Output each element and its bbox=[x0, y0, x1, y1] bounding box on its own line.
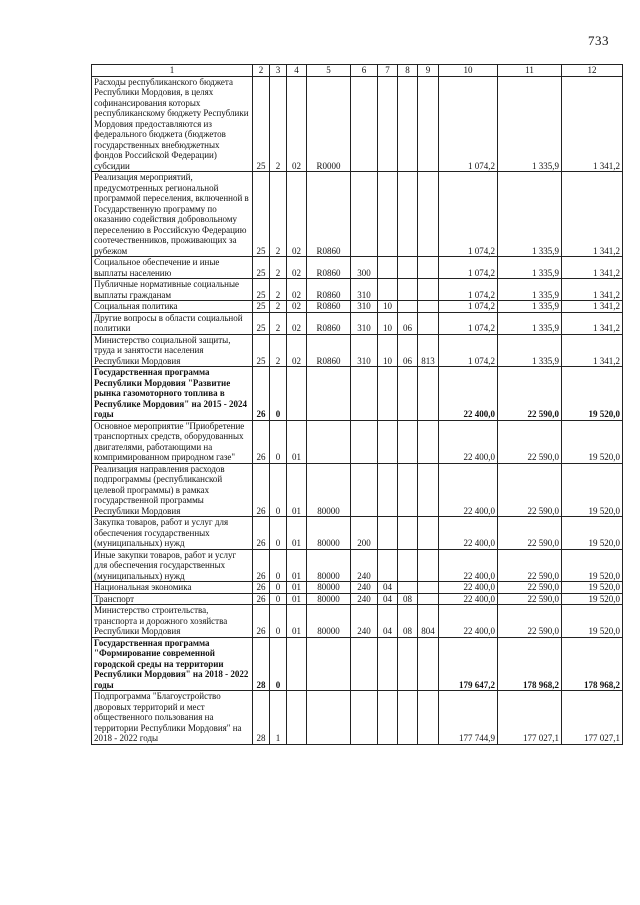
row-name-cell: Подпрограмма "Благоустройство дворовых территорий и мест общественного пользования на территории Республики Мордовия" на 2018 - 2022 годы bbox=[92, 691, 253, 745]
header-cell: 10 bbox=[439, 65, 498, 77]
code-cell: 02 bbox=[287, 334, 307, 367]
table-row bbox=[92, 420, 623, 463]
code-cell: 2 bbox=[270, 257, 287, 279]
code-cell bbox=[378, 172, 398, 257]
code-cell: 240 bbox=[351, 605, 378, 638]
code-cell bbox=[307, 637, 351, 691]
code-cell: 80000 bbox=[307, 582, 351, 594]
table-row bbox=[92, 312, 623, 334]
code-cell bbox=[287, 691, 307, 745]
table-row bbox=[92, 582, 623, 594]
code-cell bbox=[398, 637, 418, 691]
code-cell bbox=[287, 637, 307, 691]
code-cell bbox=[418, 463, 439, 517]
row-name-cell: Реализация мероприятий, предусмотренных региональной программой переселения, включенной в Государственную программу по оказанию содействия добровольному переселению в Российскую Федерацию соотечественников, проживающих за рубежом bbox=[92, 172, 253, 257]
code-cell bbox=[418, 691, 439, 745]
code-cell: 240 bbox=[351, 593, 378, 605]
code-cell bbox=[418, 312, 439, 334]
amount-cell: 22 590,0 bbox=[498, 420, 562, 463]
code-cell: 28 bbox=[253, 637, 270, 691]
code-cell bbox=[398, 517, 418, 550]
code-cell: R0860 bbox=[307, 301, 351, 313]
amount-cell: 1 074,2 bbox=[439, 301, 498, 313]
header-cell: 7 bbox=[378, 65, 398, 77]
code-cell: 310 bbox=[351, 279, 378, 301]
code-cell bbox=[307, 367, 351, 421]
code-cell: 26 bbox=[253, 549, 270, 582]
code-cell bbox=[351, 76, 378, 172]
code-cell: 0 bbox=[270, 463, 287, 517]
code-cell bbox=[351, 463, 378, 517]
code-cell bbox=[398, 367, 418, 421]
table-row bbox=[92, 76, 623, 172]
amount-cell: 1 341,2 bbox=[562, 301, 623, 313]
amount-cell: 19 520,0 bbox=[562, 593, 623, 605]
code-cell bbox=[351, 172, 378, 257]
code-cell: 28 bbox=[253, 691, 270, 745]
code-cell: 02 bbox=[287, 301, 307, 313]
header-cell: 2 bbox=[253, 65, 270, 77]
code-cell: 25 bbox=[253, 76, 270, 172]
amount-cell: 22 400,0 bbox=[439, 517, 498, 550]
row-name-cell: Закупка товаров, работ и услуг для обеспечения государственных (муниципальных) нужд bbox=[92, 517, 253, 550]
amount-cell: 19 520,0 bbox=[562, 582, 623, 594]
amount-cell: 1 341,2 bbox=[562, 172, 623, 257]
code-cell bbox=[398, 549, 418, 582]
header-cell: 11 bbox=[498, 65, 562, 77]
row-name-cell: Иные закупки товаров, работ и услуг для обеспечения государственных (муниципальных) нужд bbox=[92, 549, 253, 582]
code-cell bbox=[418, 637, 439, 691]
code-cell bbox=[398, 582, 418, 594]
code-cell: 80000 bbox=[307, 463, 351, 517]
code-cell: R0860 bbox=[307, 172, 351, 257]
code-cell: 80000 bbox=[307, 517, 351, 550]
code-cell bbox=[378, 279, 398, 301]
code-cell: 08 bbox=[398, 605, 418, 638]
code-cell bbox=[398, 76, 418, 172]
code-cell: 02 bbox=[287, 76, 307, 172]
code-cell: 2 bbox=[270, 312, 287, 334]
code-cell bbox=[378, 691, 398, 745]
code-cell: 200 bbox=[351, 517, 378, 550]
amount-cell: 177 027,1 bbox=[498, 691, 562, 745]
table-header-row bbox=[92, 65, 623, 77]
table-row bbox=[92, 334, 623, 367]
row-name-cell: Транспорт bbox=[92, 593, 253, 605]
amount-cell: 19 520,0 bbox=[562, 463, 623, 517]
code-cell bbox=[418, 367, 439, 421]
header-cell: 5 bbox=[307, 65, 351, 77]
code-cell: 2 bbox=[270, 279, 287, 301]
code-cell bbox=[418, 593, 439, 605]
code-cell: 10 bbox=[378, 301, 398, 313]
row-name-cell: Другие вопросы в области социальной политики bbox=[92, 312, 253, 334]
code-cell: 804 bbox=[418, 605, 439, 638]
header-cell: 9 bbox=[418, 65, 439, 77]
code-cell bbox=[378, 549, 398, 582]
amount-cell: 1 335,9 bbox=[498, 76, 562, 172]
code-cell: 25 bbox=[253, 312, 270, 334]
amount-cell: 22 400,0 bbox=[439, 549, 498, 582]
code-cell: 10 bbox=[378, 334, 398, 367]
code-cell bbox=[307, 691, 351, 745]
code-cell: 02 bbox=[287, 172, 307, 257]
page-number: 733 bbox=[588, 33, 609, 48]
code-cell: 01 bbox=[287, 420, 307, 463]
code-cell bbox=[351, 691, 378, 745]
table-row bbox=[92, 691, 623, 745]
amount-cell: 179 647,2 bbox=[439, 637, 498, 691]
amount-cell: 178 968,2 bbox=[498, 637, 562, 691]
code-cell bbox=[378, 463, 398, 517]
code-cell: 26 bbox=[253, 582, 270, 594]
table-row bbox=[92, 257, 623, 279]
code-cell: 240 bbox=[351, 549, 378, 582]
row-name-cell: Национальная экономика bbox=[92, 582, 253, 594]
code-cell bbox=[351, 637, 378, 691]
header-cell: 8 bbox=[398, 65, 418, 77]
budget-table bbox=[91, 64, 623, 745]
amount-cell: 22 590,0 bbox=[498, 463, 562, 517]
code-cell: 0 bbox=[270, 420, 287, 463]
row-name-cell: Министерство строительства, транспорта и дорожного хозяйства Республики Мордовия bbox=[92, 605, 253, 638]
code-cell bbox=[378, 76, 398, 172]
table-row bbox=[92, 279, 623, 301]
amount-cell: 22 590,0 bbox=[498, 593, 562, 605]
code-cell: 80000 bbox=[307, 605, 351, 638]
table-row bbox=[92, 367, 623, 421]
header-cell: 4 bbox=[287, 65, 307, 77]
amount-cell: 1 335,9 bbox=[498, 312, 562, 334]
code-cell: 1 bbox=[270, 691, 287, 745]
amount-cell: 1 335,9 bbox=[498, 301, 562, 313]
code-cell: 01 bbox=[287, 463, 307, 517]
code-cell bbox=[418, 76, 439, 172]
code-cell: R0860 bbox=[307, 257, 351, 279]
code-cell: 0 bbox=[270, 637, 287, 691]
code-cell: 310 bbox=[351, 334, 378, 367]
amount-cell: 19 520,0 bbox=[562, 605, 623, 638]
amount-cell: 22 400,0 bbox=[439, 420, 498, 463]
code-cell bbox=[418, 549, 439, 582]
code-cell: 25 bbox=[253, 257, 270, 279]
table-row bbox=[92, 172, 623, 257]
table-row bbox=[92, 637, 623, 691]
amount-cell: 22 590,0 bbox=[498, 549, 562, 582]
code-cell bbox=[378, 637, 398, 691]
row-name-cell: Расходы республиканского бюджета Республики Мордовия, в целях софинансирования которых республиканскому бюджету Республики Мордовия предоставляются из федерального бюджета (бюджетов государственных внебюджетных фондов Российской Федерации) субсидии bbox=[92, 76, 253, 172]
code-cell: 01 bbox=[287, 549, 307, 582]
amount-cell: 1 341,2 bbox=[562, 257, 623, 279]
amount-cell: 1 074,2 bbox=[439, 334, 498, 367]
code-cell: 01 bbox=[287, 593, 307, 605]
header-cell: 6 bbox=[351, 65, 378, 77]
code-cell: 80000 bbox=[307, 593, 351, 605]
code-cell: 0 bbox=[270, 582, 287, 594]
code-cell: 25 bbox=[253, 334, 270, 367]
code-cell bbox=[398, 420, 418, 463]
code-cell: 04 bbox=[378, 582, 398, 594]
code-cell bbox=[378, 257, 398, 279]
amount-cell: 19 520,0 bbox=[562, 517, 623, 550]
amount-cell: 1 335,9 bbox=[498, 172, 562, 257]
amount-cell: 22 400,0 bbox=[439, 605, 498, 638]
code-cell: R0860 bbox=[307, 312, 351, 334]
amount-cell: 177 027,1 bbox=[562, 691, 623, 745]
code-cell: 04 bbox=[378, 593, 398, 605]
amount-cell: 1 074,2 bbox=[439, 312, 498, 334]
code-cell: 813 bbox=[418, 334, 439, 367]
code-cell: 2 bbox=[270, 334, 287, 367]
code-cell bbox=[378, 517, 398, 550]
code-cell: R0860 bbox=[307, 279, 351, 301]
header-cell: 12 bbox=[562, 65, 623, 77]
code-cell: 02 bbox=[287, 279, 307, 301]
code-cell: 310 bbox=[351, 312, 378, 334]
code-cell bbox=[398, 463, 418, 517]
code-cell bbox=[418, 301, 439, 313]
code-cell: 2 bbox=[270, 172, 287, 257]
code-cell: 0 bbox=[270, 593, 287, 605]
amount-cell: 19 520,0 bbox=[562, 367, 623, 421]
code-cell: 26 bbox=[253, 367, 270, 421]
code-cell bbox=[378, 367, 398, 421]
code-cell: 25 bbox=[253, 301, 270, 313]
row-name-cell: Публичные нормативные социальные выплаты гражданам bbox=[92, 279, 253, 301]
code-cell: 01 bbox=[287, 517, 307, 550]
row-name-cell: Министерство социальной защиты, труда и занятости населения Республики Мордовия bbox=[92, 334, 253, 367]
code-cell: 01 bbox=[287, 582, 307, 594]
amount-cell: 1 341,2 bbox=[562, 76, 623, 172]
code-cell: 26 bbox=[253, 420, 270, 463]
code-cell: 01 bbox=[287, 605, 307, 638]
code-cell: 26 bbox=[253, 593, 270, 605]
code-cell: 02 bbox=[287, 257, 307, 279]
code-cell bbox=[351, 420, 378, 463]
amount-cell: 22 400,0 bbox=[439, 593, 498, 605]
amount-cell: 1 341,2 bbox=[562, 279, 623, 301]
code-cell bbox=[398, 691, 418, 745]
code-cell: 08 bbox=[398, 593, 418, 605]
code-cell bbox=[418, 517, 439, 550]
code-cell bbox=[378, 420, 398, 463]
code-cell: 26 bbox=[253, 463, 270, 517]
amount-cell: 22 400,0 bbox=[439, 463, 498, 517]
amount-cell: 19 520,0 bbox=[562, 549, 623, 582]
code-cell: 300 bbox=[351, 257, 378, 279]
code-cell: 240 bbox=[351, 582, 378, 594]
row-name-cell: Государственная программа "Формирование современной городской среды на территории Республики Мордовия" на 2018 - 2022 годы bbox=[92, 637, 253, 691]
code-cell bbox=[418, 257, 439, 279]
row-name-cell: Государственная программа Республики Мордовия "Развитие рынка газомоторного топлива в Республике Мордовия" на 2015 - 2024 годы bbox=[92, 367, 253, 421]
amount-cell: 1 074,2 bbox=[439, 257, 498, 279]
row-name-cell: Реализация направления расходов подпрограммы (республиканской целевой программы) в рамках государственной программы Республики Мордовия bbox=[92, 463, 253, 517]
amount-cell: 1 074,2 bbox=[439, 172, 498, 257]
code-cell: 06 bbox=[398, 334, 418, 367]
amount-cell: 1 335,9 bbox=[498, 334, 562, 367]
table-row bbox=[92, 593, 623, 605]
header-cell: 1 bbox=[92, 65, 253, 77]
table-row bbox=[92, 517, 623, 550]
table-row bbox=[92, 463, 623, 517]
code-cell bbox=[307, 420, 351, 463]
code-cell bbox=[398, 279, 418, 301]
amount-cell: 22 590,0 bbox=[498, 367, 562, 421]
code-cell: 0 bbox=[270, 367, 287, 421]
header-cell: 3 bbox=[270, 65, 287, 77]
amount-cell: 22 590,0 bbox=[498, 582, 562, 594]
code-cell: 25 bbox=[253, 279, 270, 301]
code-cell: 0 bbox=[270, 605, 287, 638]
code-cell bbox=[418, 582, 439, 594]
amount-cell: 22 400,0 bbox=[439, 582, 498, 594]
code-cell: 26 bbox=[253, 517, 270, 550]
code-cell: 310 bbox=[351, 301, 378, 313]
code-cell: 2 bbox=[270, 301, 287, 313]
code-cell bbox=[398, 301, 418, 313]
code-cell: 04 bbox=[378, 605, 398, 638]
code-cell: 26 bbox=[253, 605, 270, 638]
amount-cell: 22 590,0 bbox=[498, 517, 562, 550]
amount-cell: 1 335,9 bbox=[498, 279, 562, 301]
code-cell bbox=[287, 367, 307, 421]
code-cell bbox=[418, 172, 439, 257]
table-row bbox=[92, 605, 623, 638]
code-cell: R0860 bbox=[307, 334, 351, 367]
amount-cell: 1 074,2 bbox=[439, 76, 498, 172]
code-cell: 25 bbox=[253, 172, 270, 257]
table-row bbox=[92, 549, 623, 582]
code-cell: 02 bbox=[287, 312, 307, 334]
amount-cell: 22 400,0 bbox=[439, 367, 498, 421]
amount-cell: 178 968,2 bbox=[562, 637, 623, 691]
code-cell bbox=[418, 279, 439, 301]
amount-cell: 177 744,9 bbox=[439, 691, 498, 745]
amount-cell: 19 520,0 bbox=[562, 420, 623, 463]
amount-cell: 1 341,2 bbox=[562, 334, 623, 367]
code-cell: 2 bbox=[270, 76, 287, 172]
amount-cell: 1 335,9 bbox=[498, 257, 562, 279]
code-cell: 80000 bbox=[307, 549, 351, 582]
code-cell: 06 bbox=[398, 312, 418, 334]
row-name-cell: Социальное обеспечение и иные выплаты населению bbox=[92, 257, 253, 279]
code-cell: 10 bbox=[378, 312, 398, 334]
row-name-cell: Социальная политика bbox=[92, 301, 253, 313]
table-row bbox=[92, 301, 623, 313]
amount-cell: 22 590,0 bbox=[498, 605, 562, 638]
amount-cell: 1 341,2 bbox=[562, 312, 623, 334]
code-cell: 0 bbox=[270, 517, 287, 550]
code-cell bbox=[418, 420, 439, 463]
code-cell bbox=[398, 172, 418, 257]
table-body bbox=[92, 76, 623, 744]
row-name-cell: Основное мероприятие "Приобретение транспортных средств, оборудованных двигателями, работающими на компримированном природном газе" bbox=[92, 420, 253, 463]
code-cell bbox=[398, 257, 418, 279]
amount-cell: 1 074,2 bbox=[439, 279, 498, 301]
code-cell: 0 bbox=[270, 549, 287, 582]
code-cell: R0000 bbox=[307, 76, 351, 172]
code-cell bbox=[351, 367, 378, 421]
